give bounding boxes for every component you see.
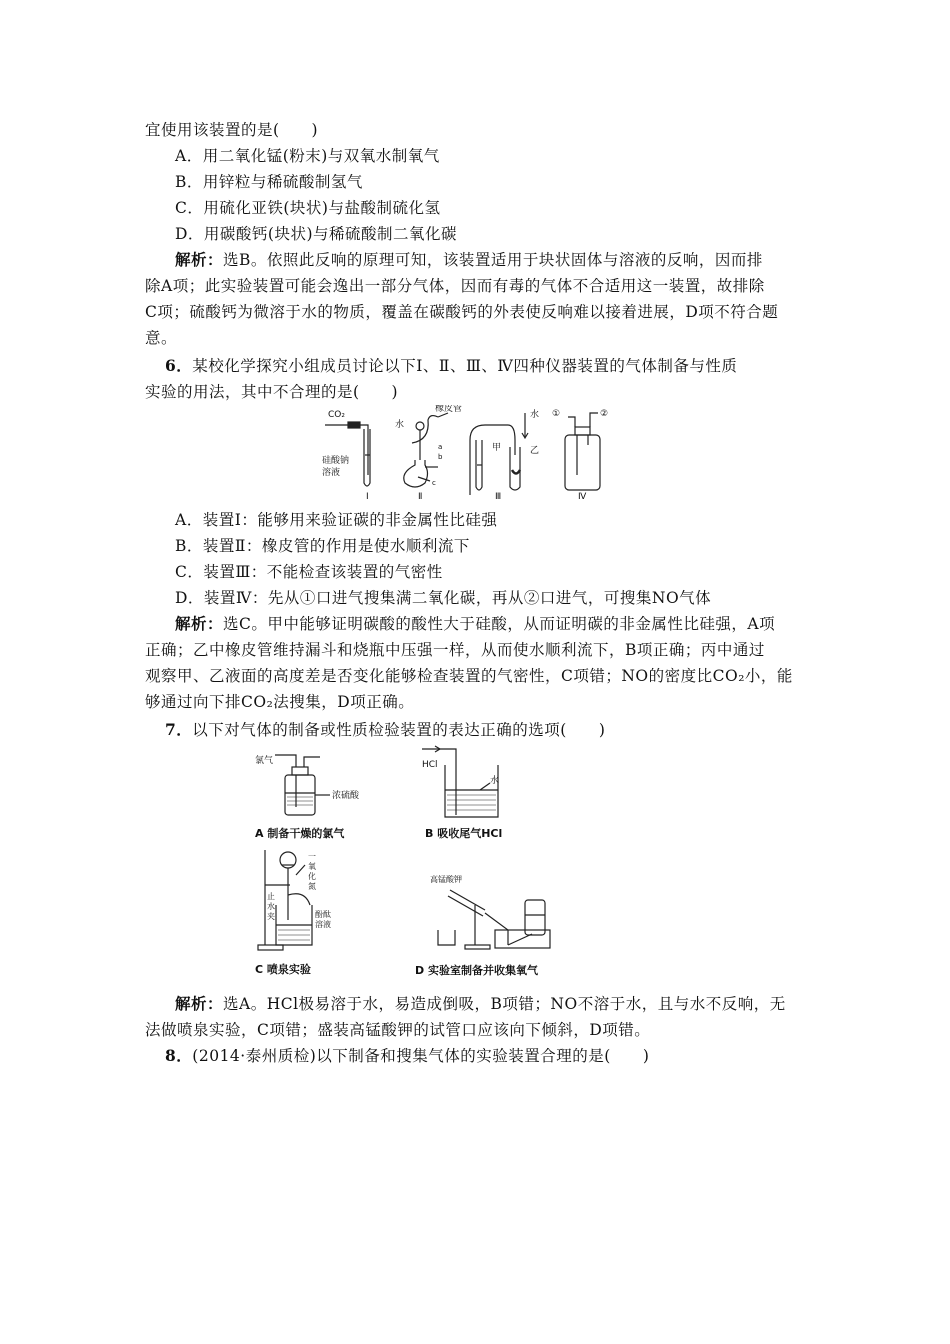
- q5-option-a: A．用二氧化锰(粉末)与双氧水制氧气: [175, 147, 440, 165]
- q5-analysis-line-2: 除A项；此实验装置可能会逸出一部分气体，因而有毒的气体不合适用这一装置，故排除: [145, 277, 765, 295]
- label-I: Ⅰ: [366, 492, 369, 502]
- label-b: b: [438, 453, 443, 461]
- q5-option-d: D．用碳酸钙(块状)与稀硫酸制二氧化碳: [175, 225, 458, 243]
- label-zhi: 止: [267, 892, 275, 901]
- label-nongliusuan: 浓硫酸: [332, 791, 360, 801]
- q5-option-b: B．用锌粒与稀硫酸制氢气: [175, 173, 363, 191]
- caption-d: D 实验室制备并收集氧气: [415, 964, 538, 977]
- label-shui: 水: [395, 420, 405, 430]
- q5-analysis-line-4: 意。: [145, 329, 178, 347]
- q6-analysis-line-2: 正确；乙中橡皮管维持漏斗和烧瓶中压强一样，从而使水顺利流下，B项正确；丙中通过: [145, 641, 765, 659]
- q6-stem-line-1: 6．某校化学探究小组成员讨论以下Ⅰ、Ⅱ、Ⅲ、Ⅳ四种仪器装置的气体制备与性质: [165, 356, 738, 375]
- q5-option-c: C．用硫化亚铁(块状)与盐酸制硫化氢: [175, 199, 441, 217]
- q6-option-d: D．装置Ⅳ：先从①口进气搜集满二氧化碳，再从②口进气，可搜集NO气体: [175, 589, 712, 607]
- q6-number: 6．: [165, 356, 193, 375]
- label-guisuanna: 硅酸钠: [322, 456, 350, 466]
- q6-analysis-label: 解析：: [175, 614, 224, 633]
- q6-analysis-line-4: 够通过向下排CO₂法搜集，D项正确。: [145, 693, 415, 711]
- label-lvqi: 氯气: [255, 756, 274, 766]
- q8-stem: 8．(2014·泰州质检)以下制备和搜集气体的实验装置合理的是( ): [165, 1046, 650, 1065]
- q7-figure-c: [250, 845, 400, 980]
- caption-b: B 吸收尾气HCl: [425, 827, 503, 840]
- q6-analysis-line-1: 解析：选C。甲中能够证明碳酸的酸性大于硅酸，从而证明碳的非金属性比硅强，A项: [175, 614, 776, 633]
- q6-stem-line-2: 实验的用法，其中不合理的是( ): [145, 383, 399, 401]
- q7-figure-d: [410, 870, 580, 980]
- q6-analysis-line-3: 观察甲、乙液面的高度差是否变化能够检查装置的气密性，C项错；NO的密度比CO₂小，能: [145, 667, 793, 685]
- q5-analysis-label: 解析：: [175, 250, 224, 269]
- label-II: Ⅱ: [418, 492, 423, 502]
- q5-stem-tail: 宜使用该装置的是( ): [145, 121, 319, 139]
- q7-analysis-line-1: 解析：选A。HCl极易溶于水，易造成倒吸，B项错；NO不溶于水，且与水不反响，无: [175, 994, 786, 1013]
- label-port-1: ①: [552, 409, 561, 419]
- label-yi-c: 一: [308, 852, 316, 861]
- label-port-2: ②: [600, 409, 609, 419]
- label-yi: 乙: [530, 446, 540, 456]
- label-shui2: 水: [530, 410, 540, 420]
- q7-stem: 7．以下对气体的制备或性质检验装置的表达正确的选项( ): [165, 720, 606, 739]
- caption-c: C 喷泉实验: [255, 963, 311, 976]
- q7-number: 7．: [165, 720, 193, 739]
- label-rongye: 溶液: [322, 468, 341, 478]
- label-jia: 甲: [492, 443, 502, 453]
- label-rongye-c: 溶液: [315, 920, 331, 929]
- q7-figure-b: [420, 745, 570, 845]
- label-shui-c: 水: [267, 902, 275, 911]
- q7-analysis-label: 解析：: [175, 994, 224, 1013]
- label-IV: Ⅳ: [578, 492, 587, 502]
- label-km: 高锰酸钾: [430, 875, 462, 884]
- label-dan: 氮: [308, 882, 316, 891]
- q7-analysis-line-2: 法做喷泉实验，C项错；盛装高锰酸钾的试管口应该向下倾斜，D项错。: [145, 1021, 651, 1039]
- q8-number: 8．: [165, 1046, 193, 1065]
- q6-option-b: B．装置Ⅱ：橡皮管的作用是使水顺利流下: [175, 537, 470, 555]
- label-yang: 氧: [308, 862, 316, 871]
- q6-option-a: A．装置Ⅰ：能够用来验证碳的非金属性比硅强: [175, 511, 498, 529]
- label-shui-b: 水: [490, 776, 500, 786]
- q5-analysis-line-3: C项；硫酸钙为微溶于水的物质，覆盖在碳酸钙的外表使反响难以接着进展，D项不符合题: [145, 303, 779, 321]
- label-hcl: HCl: [422, 760, 438, 770]
- q6-option-c: C．装置Ⅲ：不能检查该装置的气密性: [175, 563, 443, 581]
- label-co2: CO₂: [328, 410, 345, 420]
- label-jia-c: 夹: [267, 912, 275, 921]
- label-c: c: [432, 479, 436, 487]
- label-fenti: 酚酞: [315, 910, 331, 919]
- label-III: Ⅲ: [495, 492, 502, 502]
- caption-a: A 制备干燥的氯气: [255, 827, 345, 840]
- label-a: a: [438, 443, 443, 451]
- q7-figure-a: [250, 745, 400, 845]
- label-xiangpiguan: 橡皮管: [435, 405, 463, 414]
- label-hua: 化: [308, 872, 316, 881]
- q6-figure-apparatus: [320, 405, 640, 505]
- q5-analysis-line-1: 解析：选B。依照此反响的原理可知，该装置适用于块状固体与溶液的反响，因而排: [175, 250, 763, 269]
